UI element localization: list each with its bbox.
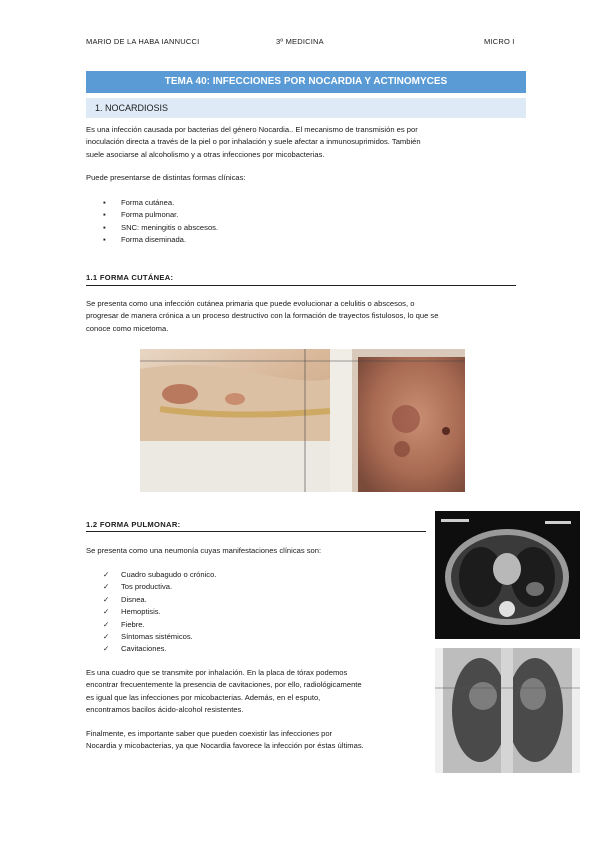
list-item: ✓ Tos productiva.	[103, 581, 216, 593]
list-item: ✓ Cavitaciones.	[103, 643, 216, 655]
header-subject: MICRO I	[484, 37, 515, 46]
section-heading-text: 1. NOCARDIOSIS	[95, 103, 169, 113]
list-item: ▪ Forma pulmonar.	[103, 209, 218, 221]
header-course: 3º MEDICINA	[276, 37, 324, 46]
list-item: ✓ Disnea.	[103, 594, 216, 606]
chest-xray-image	[435, 648, 580, 773]
list-item: ✓ Cuadro subagudo o crónico.	[103, 569, 216, 581]
bullet-icon: ▪	[103, 222, 106, 232]
check-icon: ✓	[103, 582, 110, 592]
intro-line: Es una infección causada por bacterias del género Nocardia.. El mecanismo de transmisión es por	[86, 125, 418, 134]
divider	[86, 531, 426, 532]
intro-line: inoculación directa a través de la piel o por inhalación y suele afectar a inmunosuprimidos. También	[86, 137, 421, 147]
subsection-heading-pulmonar: 1.2 FORMA PULMONAR:	[86, 520, 181, 529]
pulmonar-intro: Se presenta como una neumonía cuyas manifestaciones clínicas son:	[86, 546, 322, 555]
pulmonar-paragraph-1: Es una cuadro que se transmite por inhalación. En la placa de tórax podemos encontrar frecuentemente la presencia de cavitaciones, por ello, radiológicamente es igual que las infecciones por micobacterias. Además, en el esputo, encontramos bacilos ácido-alcohol resistentes.	[86, 668, 362, 715]
topic-title: TEMA 40: INFECCIONES POR NOCARDIA Y ACTINOMYCES	[86, 71, 526, 93]
check-icon: ✓	[103, 570, 110, 579]
check-icon: ✓	[103, 607, 110, 617]
intro-paragraph	[86, 124, 516, 161]
forms-intro: Puede presentarse de distintas formas clínicas:	[86, 173, 246, 182]
bullet-icon: ▪	[103, 198, 106, 207]
pulmonar-paragraph-2: Finalmente, es importante saber que pueden coexistir las infecciones por Nocardia y micobacterias, ya que Nocardia favorece la infección por éstas últimas.	[86, 729, 364, 751]
symptoms-list	[103, 569, 216, 656]
cutaneous-lesions-photo	[140, 349, 465, 492]
subsection-heading-cutanea: 1.1 FORMA CUTÁNEA:	[86, 273, 174, 282]
clinical-forms-list	[103, 197, 218, 247]
intro-line: suele asociarse al alcoholismo y a otras infecciones por micobacterias.	[86, 149, 325, 159]
section-heading-nocardiosis	[86, 98, 526, 118]
chest-ct-scan-image	[435, 511, 580, 639]
check-icon: ✓	[103, 644, 110, 654]
list-item: ✓ Fiebre.	[103, 619, 216, 631]
header-author: MARIO DE LA HABA IANNUCCI	[86, 37, 200, 46]
check-icon: ✓	[103, 619, 110, 629]
bullet-icon: ▪	[103, 235, 106, 245]
divider	[86, 285, 516, 286]
check-icon: ✓	[103, 594, 110, 604]
list-item: ▪ Forma cutánea.	[103, 197, 218, 209]
list-item: ✓ Hemoptisis.	[103, 606, 216, 618]
cutanea-paragraph: Se presenta como una infección cutánea primaria que puede evolucionar a celulitis o abscesos, o progresar de manera crónica a un proceso destructivo con la formación de trayectos fistulosos, lo que se conoce como micetoma.	[86, 299, 439, 333]
list-item: ▪ Forma diseminada.	[103, 234, 218, 246]
list-item: ✓ Síntomas sistémicos.	[103, 631, 216, 643]
bullet-icon: ▪	[103, 210, 106, 220]
list-item: ▪ SNC: meningitis o abscesos.	[103, 222, 218, 234]
check-icon: ✓	[103, 632, 110, 642]
